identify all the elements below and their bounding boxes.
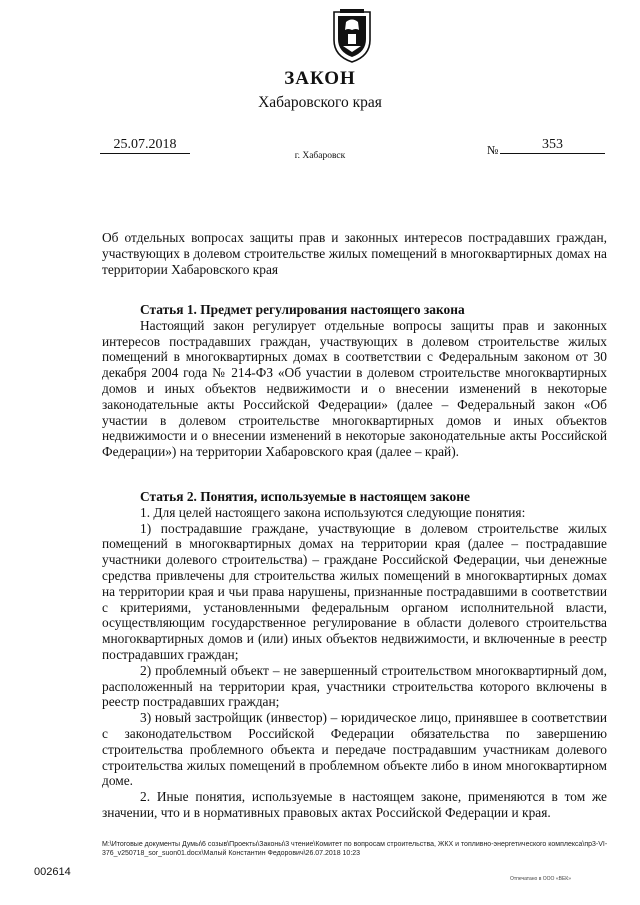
article-2-para-1: 1. Для целей настоящего закона используются следующие понятия: bbox=[140, 504, 526, 520]
article-2-para-2: 1) пострадавшие граждане, участвующие в долевом строительстве жилых помещений в многоквартирных домах на территории края (далее – пострадавшие участники долевого строительства) – граждане Российской Федерации, чьи денежные средства привлечены для строительства жилых помещений в многоквартирных домах на территории края и чьи права нарушены, признанные пострадавшими в соответствии с критериями, установленными федеральным органом исполнительной власти, осуществляющим государственное регулирование в области долевого строительства многоквартирных домов и (или) иных объектов недвижимости, и включенные в реестр пострадавших граждан; bbox=[102, 520, 607, 662]
article-1-text: Настоящий закон регулирует отдельные вопросы защиты прав и законных интересов пострадавших граждан, участвующих в долевом строительстве жилых помещений в многоквартирных домах в соответствии с Федеральным законом от 30 декабря 2004 года № 214-ФЗ «Об участии в долевом строительстве многоквартирных домов и иных объектов недвижимости и о внесении изменений в некоторые законодательные акты Российской Федерации» (далее – Федеральный закон «Об участии в долевом строительстве многоквартирных домов и иных объектов недвижимости и о внесении изменений в некоторые законодательные акты Российской Федерации») на территории Хабаровского края (далее – край). bbox=[102, 317, 607, 460]
article-1-heading: Статья 1. Предмет регулирования настоящего закона bbox=[140, 302, 465, 317]
city-name: г. Хабаровск bbox=[294, 151, 346, 161]
region-name: Хабаровского края bbox=[258, 94, 382, 111]
number-sign: № bbox=[487, 143, 499, 157]
article-2-para-5: 2. Иные понятия, используемые в настоящем законе, применяются в том же значении, что и в нормативных правовых актах Российской Федерации и края. bbox=[102, 789, 607, 820]
article-2-para-4: 3) новый застройщик (инвестор) – юридическое лицо, принявшее в соответствии с законодательством Российской Федерации обязательства по завершению строительства проблемного объекта и передаче пострадавшим участникам долевого строительства жилых помещений в проблемном объекте либо в ином многоквартирном доме. bbox=[102, 710, 607, 789]
document-date: 25.07.2018 bbox=[100, 137, 190, 154]
article-2-heading: Статья 2. Понятия, используемые в настоящем законе bbox=[140, 489, 470, 504]
article-1 bbox=[102, 302, 607, 460]
law-title bbox=[102, 230, 607, 277]
file-path-footer: M:\Итоговые документы Думы\6 созыв\Проекты\Законы\3 чтение\Комитет по вопросам строительства, ЖКХ и топливно-энергетического комплекса\пр3-VI-376_v250718_sor_suon01.docx\Малый Константин Федорович\26.07.2018 10:23 bbox=[102, 841, 608, 857]
document-type: ЗАКОН bbox=[284, 68, 356, 89]
law-title-text: Об отдельных вопросах защиты прав и законных интересов пострадавших граждан, участвующих в долевом строительстве жилых помещений в многоквартирных домах на территории Хабаровского края bbox=[102, 230, 607, 277]
article-2 bbox=[102, 489, 607, 821]
article-2-para-3: 2) проблемный объект – не завершенный строительством многоквартирный дом, расположенный на территории края, участники строительства которого включены в реестр пострадавших граждан; bbox=[102, 662, 607, 710]
print-stamp: Отпечатано в ООО «ВЕК» bbox=[510, 876, 571, 882]
document-code: 002614 bbox=[34, 866, 71, 878]
document-number: 353 bbox=[500, 137, 605, 154]
coat-of-arms-icon bbox=[331, 8, 373, 64]
